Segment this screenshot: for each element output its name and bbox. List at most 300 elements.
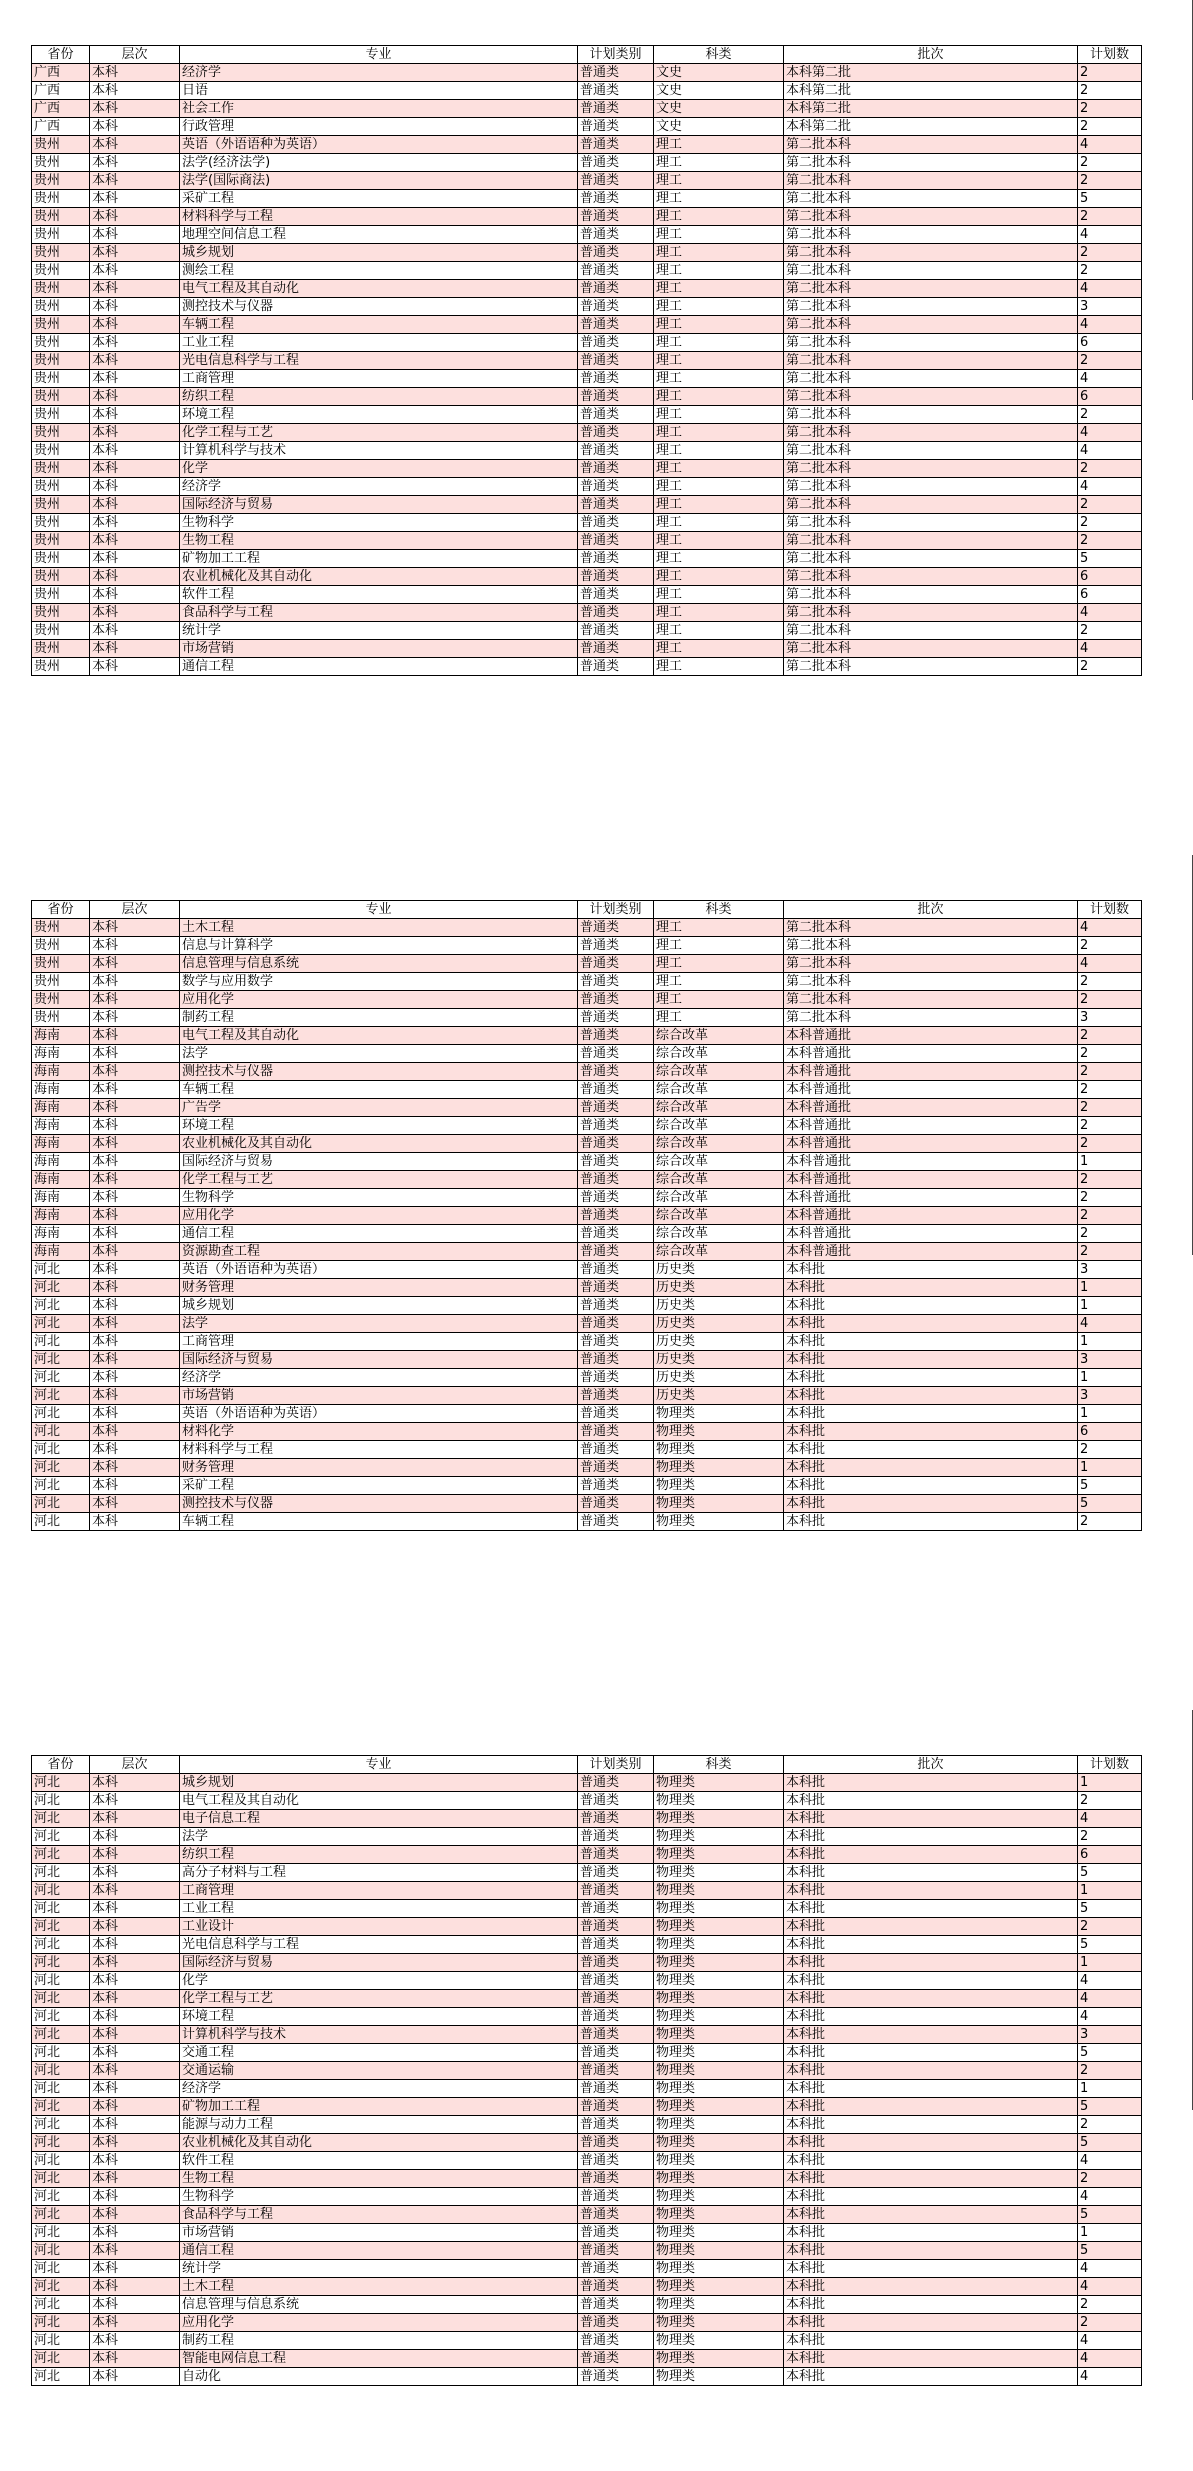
table-row xyxy=(32,442,1142,460)
cell-batch: 本科批 xyxy=(784,2134,1078,2152)
cell-major: 生物科学 xyxy=(180,2188,578,2206)
cell-batch: 本科批 xyxy=(784,1513,1078,1531)
cell-province: 海南 xyxy=(32,1189,90,1207)
cell-major: 国际经济与贸易 xyxy=(180,1153,578,1171)
cell-plan-type: 普通类 xyxy=(578,2152,654,2170)
cell-level: 本科 xyxy=(90,388,180,406)
cell-level: 本科 xyxy=(90,244,180,262)
cell-subject-category: 理工 xyxy=(654,658,784,676)
cell-level: 本科 xyxy=(90,586,180,604)
cell-plan-count: 4 xyxy=(1078,1810,1142,1828)
cell-province: 河北 xyxy=(32,2368,90,2386)
cell-subject-category: 综合改革 xyxy=(654,1117,784,1135)
cell-plan-count: 2 xyxy=(1078,532,1142,550)
cell-batch: 第二批本科 xyxy=(784,532,1078,550)
table-row xyxy=(32,586,1142,604)
cell-plan-count: 1 xyxy=(1078,2224,1142,2242)
table-row xyxy=(32,496,1142,514)
cell-level: 本科 xyxy=(90,2116,180,2134)
cell-level: 本科 xyxy=(90,532,180,550)
cell-level: 本科 xyxy=(90,1441,180,1459)
cell-batch: 本科批 xyxy=(784,1828,1078,1846)
cell-level: 本科 xyxy=(90,442,180,460)
cell-plan-count: 4 xyxy=(1078,2332,1142,2350)
cell-province: 海南 xyxy=(32,1063,90,1081)
table-row xyxy=(32,1009,1142,1027)
cell-province: 河北 xyxy=(32,2098,90,2116)
cell-subject-category: 物理类 xyxy=(654,2170,784,2188)
cell-plan-type: 普通类 xyxy=(578,1099,654,1117)
cell-level: 本科 xyxy=(90,919,180,937)
cell-plan-type: 普通类 xyxy=(578,1207,654,1225)
cell-subject-category: 综合改革 xyxy=(654,1153,784,1171)
cell-plan-type: 普通类 xyxy=(578,2314,654,2332)
cell-plan-type: 普通类 xyxy=(578,2044,654,2062)
cell-province: 河北 xyxy=(32,2332,90,2350)
table-row xyxy=(32,2350,1142,2368)
cell-plan-count: 2 xyxy=(1078,622,1142,640)
cell-plan-type: 普通类 xyxy=(578,1009,654,1027)
cell-subject-category: 理工 xyxy=(654,550,784,568)
cell-plan-type: 普通类 xyxy=(578,973,654,991)
cell-batch: 本科批 xyxy=(784,1810,1078,1828)
cell-subject-category: 理工 xyxy=(654,352,784,370)
cell-plan-count: 5 xyxy=(1078,2242,1142,2260)
cell-subject-category: 文史 xyxy=(654,118,784,136)
cell-province: 贵州 xyxy=(32,478,90,496)
cell-level: 本科 xyxy=(90,118,180,136)
cell-level: 本科 xyxy=(90,208,180,226)
cell-level: 本科 xyxy=(90,1135,180,1153)
cell-province: 贵州 xyxy=(32,937,90,955)
cell-province: 贵州 xyxy=(32,280,90,298)
cell-subject-category: 物理类 xyxy=(654,2080,784,2098)
cell-major: 信息管理与信息系统 xyxy=(180,2296,578,2314)
cell-plan-type: 普通类 xyxy=(578,2098,654,2116)
cell-plan-count: 2 xyxy=(1078,1792,1142,1810)
cell-batch: 本科批 xyxy=(784,1459,1078,1477)
cell-province: 贵州 xyxy=(32,442,90,460)
cell-level: 本科 xyxy=(90,2044,180,2062)
cell-plan-count: 2 xyxy=(1078,1441,1142,1459)
cell-subject-category: 物理类 xyxy=(654,2152,784,2170)
table-row xyxy=(32,1171,1142,1189)
cell-batch: 本科普通批 xyxy=(784,1189,1078,1207)
cell-subject-category: 历史类 xyxy=(654,1333,784,1351)
cell-major: 市场营销 xyxy=(180,1387,578,1405)
cell-province: 贵州 xyxy=(32,154,90,172)
cell-batch: 本科第二批 xyxy=(784,100,1078,118)
cell-subject-category: 物理类 xyxy=(654,1900,784,1918)
cell-batch: 第二批本科 xyxy=(784,298,1078,316)
cell-plan-count: 6 xyxy=(1078,586,1142,604)
table-row xyxy=(32,622,1142,640)
cell-level: 本科 xyxy=(90,1495,180,1513)
cell-major: 工商管理 xyxy=(180,370,578,388)
cell-province: 贵州 xyxy=(32,226,90,244)
cell-subject-category: 理工 xyxy=(654,172,784,190)
table-row xyxy=(32,2260,1142,2278)
cell-plan-count: 2 xyxy=(1078,1828,1142,1846)
cell-level: 本科 xyxy=(90,1351,180,1369)
cell-major: 材料化学 xyxy=(180,1423,578,1441)
cell-level: 本科 xyxy=(90,2062,180,2080)
cell-subject-category: 物理类 xyxy=(654,2188,784,2206)
enrollment-plan-table xyxy=(31,900,1142,1531)
cell-plan-count: 4 xyxy=(1078,1990,1142,2008)
cell-plan-count: 4 xyxy=(1078,424,1142,442)
cell-plan-count: 2 xyxy=(1078,262,1142,280)
cell-level: 本科 xyxy=(90,2026,180,2044)
cell-major: 经济学 xyxy=(180,2080,578,2098)
cell-batch: 第二批本科 xyxy=(784,172,1078,190)
table-row xyxy=(32,316,1142,334)
cell-subject-category: 物理类 xyxy=(654,1810,784,1828)
cell-province: 贵州 xyxy=(32,640,90,658)
cell-batch: 本科批 xyxy=(784,2296,1078,2314)
cell-plan-type: 普通类 xyxy=(578,514,654,532)
cell-plan-count: 1 xyxy=(1078,1405,1142,1423)
cell-level: 本科 xyxy=(90,2314,180,2332)
cell-province: 河北 xyxy=(32,2278,90,2296)
cell-level: 本科 xyxy=(90,1027,180,1045)
table-row xyxy=(32,604,1142,622)
table-row xyxy=(32,2134,1142,2152)
cell-batch: 第二批本科 xyxy=(784,973,1078,991)
cell-province: 河北 xyxy=(32,1261,90,1279)
cell-plan-type: 普通类 xyxy=(578,1387,654,1405)
cell-batch: 本科批 xyxy=(784,1972,1078,1990)
cell-plan-type: 普通类 xyxy=(578,1081,654,1099)
cell-plan-type: 普通类 xyxy=(578,1423,654,1441)
cell-batch: 本科批 xyxy=(784,1495,1078,1513)
cell-major: 通信工程 xyxy=(180,1225,578,1243)
cell-plan-count: 4 xyxy=(1078,136,1142,154)
cell-subject-category: 理工 xyxy=(654,937,784,955)
cell-province: 贵州 xyxy=(32,316,90,334)
cell-province: 贵州 xyxy=(32,334,90,352)
cell-level: 本科 xyxy=(90,1063,180,1081)
cell-batch: 本科批 xyxy=(784,1423,1078,1441)
cell-subject-category: 物理类 xyxy=(654,2350,784,2368)
table-row xyxy=(32,2296,1142,2314)
cell-province: 河北 xyxy=(32,2296,90,2314)
cell-level: 本科 xyxy=(90,334,180,352)
cell-plan-type: 普通类 xyxy=(578,1810,654,1828)
cell-plan-type: 普通类 xyxy=(578,2026,654,2044)
cell-province: 海南 xyxy=(32,1099,90,1117)
cell-major: 国际经济与贸易 xyxy=(180,1954,578,1972)
cell-plan-count: 2 xyxy=(1078,2170,1142,2188)
cell-plan-count: 2 xyxy=(1078,1513,1142,1531)
cell-province: 贵州 xyxy=(32,919,90,937)
table-row xyxy=(32,424,1142,442)
cell-level: 本科 xyxy=(90,1477,180,1495)
cell-level: 本科 xyxy=(90,2170,180,2188)
table-row xyxy=(32,1189,1142,1207)
cell-province: 贵州 xyxy=(32,244,90,262)
cell-plan-type: 普通类 xyxy=(578,2368,654,2386)
cell-level: 本科 xyxy=(90,514,180,532)
cell-level: 本科 xyxy=(90,82,180,100)
cell-level: 本科 xyxy=(90,1972,180,1990)
table-row xyxy=(32,370,1142,388)
cell-province: 河北 xyxy=(32,2188,90,2206)
cell-major: 采矿工程 xyxy=(180,190,578,208)
cell-province: 河北 xyxy=(32,1828,90,1846)
cell-plan-count: 2 xyxy=(1078,244,1142,262)
cell-plan-count: 1 xyxy=(1078,1774,1142,1792)
cell-province: 河北 xyxy=(32,1954,90,1972)
table-row xyxy=(32,640,1142,658)
cell-level: 本科 xyxy=(90,955,180,973)
cell-subject-category: 物理类 xyxy=(654,1864,784,1882)
cell-plan-count: 4 xyxy=(1078,442,1142,460)
cell-major: 通信工程 xyxy=(180,2242,578,2260)
cell-plan-type: 普通类 xyxy=(578,604,654,622)
cell-level: 本科 xyxy=(90,2260,180,2278)
cell-plan-count: 1 xyxy=(1078,1459,1142,1477)
cell-province: 河北 xyxy=(32,1810,90,1828)
cell-major: 智能电网信息工程 xyxy=(180,2350,578,2368)
cell-plan-type: 普通类 xyxy=(578,1972,654,1990)
cell-batch: 第二批本科 xyxy=(784,622,1078,640)
column-header-batch: 批次 xyxy=(784,901,1078,919)
cell-subject-category: 理工 xyxy=(654,496,784,514)
table-row xyxy=(32,2242,1142,2260)
cell-major: 地理空间信息工程 xyxy=(180,226,578,244)
column-header-plan-count: 计划数 xyxy=(1078,1756,1142,1774)
cell-plan-count: 2 xyxy=(1078,1135,1142,1153)
cell-subject-category: 物理类 xyxy=(654,1792,784,1810)
table-row xyxy=(32,1045,1142,1063)
cell-batch: 本科批 xyxy=(784,1477,1078,1495)
cell-plan-type: 普通类 xyxy=(578,478,654,496)
cell-plan-count: 2 xyxy=(1078,991,1142,1009)
cell-level: 本科 xyxy=(90,1774,180,1792)
cell-batch: 本科普通批 xyxy=(784,1081,1078,1099)
cell-plan-type: 普通类 xyxy=(578,388,654,406)
cell-subject-category: 综合改革 xyxy=(654,1063,784,1081)
table-row xyxy=(32,2152,1142,2170)
table-row xyxy=(32,1099,1142,1117)
cell-level: 本科 xyxy=(90,316,180,334)
cell-plan-type: 普通类 xyxy=(578,2224,654,2242)
cell-plan-type: 普通类 xyxy=(578,919,654,937)
table-row xyxy=(32,1261,1142,1279)
cell-level: 本科 xyxy=(90,298,180,316)
cell-plan-type: 普通类 xyxy=(578,1243,654,1261)
cell-plan-type: 普通类 xyxy=(578,370,654,388)
cell-plan-count: 3 xyxy=(1078,1261,1142,1279)
cell-major: 统计学 xyxy=(180,2260,578,2278)
cell-province: 贵州 xyxy=(32,955,90,973)
cell-province: 海南 xyxy=(32,1153,90,1171)
cell-batch: 本科批 xyxy=(784,2206,1078,2224)
cell-province: 河北 xyxy=(32,2260,90,2278)
cell-province: 河北 xyxy=(32,1441,90,1459)
cell-major: 国际经济与贸易 xyxy=(180,496,578,514)
cell-subject-category: 物理类 xyxy=(654,2278,784,2296)
table-row xyxy=(32,1477,1142,1495)
cell-major: 法学 xyxy=(180,1315,578,1333)
cell-plan-count: 4 xyxy=(1078,2152,1142,2170)
cell-province: 贵州 xyxy=(32,514,90,532)
cell-plan-count: 5 xyxy=(1078,2044,1142,2062)
cell-level: 本科 xyxy=(90,1513,180,1531)
cell-major: 法学 xyxy=(180,1045,578,1063)
cell-plan-count: 1 xyxy=(1078,1279,1142,1297)
cell-batch: 本科普通批 xyxy=(784,1027,1078,1045)
cell-batch: 第二批本科 xyxy=(784,937,1078,955)
cell-major: 经济学 xyxy=(180,1369,578,1387)
cell-major: 食品科学与工程 xyxy=(180,604,578,622)
table-row xyxy=(32,991,1142,1009)
cell-plan-type: 普通类 xyxy=(578,208,654,226)
cell-batch: 本科普通批 xyxy=(784,1045,1078,1063)
cell-major: 车辆工程 xyxy=(180,1081,578,1099)
cell-province: 河北 xyxy=(32,2044,90,2062)
cell-subject-category: 物理类 xyxy=(654,1423,784,1441)
cell-level: 本科 xyxy=(90,1279,180,1297)
cell-level: 本科 xyxy=(90,1792,180,1810)
cell-major: 能源与动力工程 xyxy=(180,2116,578,2134)
cell-province: 河北 xyxy=(32,1990,90,2008)
cell-level: 本科 xyxy=(90,2332,180,2350)
column-header-province: 省份 xyxy=(32,1756,90,1774)
cell-plan-count: 2 xyxy=(1078,1207,1142,1225)
cell-plan-count: 2 xyxy=(1078,2116,1142,2134)
page-3 xyxy=(31,1755,1141,2386)
cell-subject-category: 理工 xyxy=(654,208,784,226)
cell-level: 本科 xyxy=(90,280,180,298)
cell-province: 河北 xyxy=(32,1900,90,1918)
cell-subject-category: 物理类 xyxy=(654,2044,784,2062)
cell-major: 广告学 xyxy=(180,1099,578,1117)
cell-subject-category: 物理类 xyxy=(654,2098,784,2116)
cell-province: 河北 xyxy=(32,1792,90,1810)
cell-level: 本科 xyxy=(90,1846,180,1864)
cell-level: 本科 xyxy=(90,991,180,1009)
table-row xyxy=(32,352,1142,370)
cell-plan-type: 普通类 xyxy=(578,2170,654,2188)
cell-level: 本科 xyxy=(90,1405,180,1423)
cell-plan-type: 普通类 xyxy=(578,1918,654,1936)
cell-plan-count: 2 xyxy=(1078,1099,1142,1117)
table-row xyxy=(32,532,1142,550)
table-row xyxy=(32,1207,1142,1225)
cell-plan-type: 普通类 xyxy=(578,1153,654,1171)
cell-major: 电子信息工程 xyxy=(180,1810,578,1828)
cell-plan-count: 2 xyxy=(1078,937,1142,955)
cell-plan-count: 6 xyxy=(1078,388,1142,406)
cell-plan-count: 2 xyxy=(1078,1027,1142,1045)
column-header-plan-type: 计划类别 xyxy=(578,901,654,919)
cell-plan-type: 普通类 xyxy=(578,1477,654,1495)
table-row xyxy=(32,1513,1142,1531)
table-row xyxy=(32,460,1142,478)
cell-subject-category: 理工 xyxy=(654,316,784,334)
cell-province: 河北 xyxy=(32,1918,90,1936)
cell-batch: 第二批本科 xyxy=(784,658,1078,676)
cell-major: 生物工程 xyxy=(180,532,578,550)
cell-plan-count: 2 xyxy=(1078,460,1142,478)
cell-level: 本科 xyxy=(90,1459,180,1477)
cell-subject-category: 理工 xyxy=(654,532,784,550)
table-row xyxy=(32,1774,1142,1792)
cell-major: 工商管理 xyxy=(180,1333,578,1351)
cell-province: 海南 xyxy=(32,1081,90,1099)
cell-subject-category: 理工 xyxy=(654,370,784,388)
cell-batch: 本科普通批 xyxy=(784,1153,1078,1171)
cell-plan-count: 2 xyxy=(1078,1081,1142,1099)
cell-level: 本科 xyxy=(90,2080,180,2098)
cell-plan-count: 5 xyxy=(1078,2206,1142,2224)
cell-plan-type: 普通类 xyxy=(578,658,654,676)
cell-subject-category: 物理类 xyxy=(654,2062,784,2080)
cell-subject-category: 综合改革 xyxy=(654,1243,784,1261)
cell-batch: 本科批 xyxy=(784,2278,1078,2296)
cell-major: 法学(经济法学) xyxy=(180,154,578,172)
table-row xyxy=(32,190,1142,208)
cell-subject-category: 物理类 xyxy=(654,1459,784,1477)
cell-major: 日语 xyxy=(180,82,578,100)
cell-batch: 本科批 xyxy=(784,1351,1078,1369)
cell-plan-type: 普通类 xyxy=(578,1279,654,1297)
cell-plan-type: 普通类 xyxy=(578,244,654,262)
cell-subject-category: 历史类 xyxy=(654,1387,784,1405)
cell-subject-category: 物理类 xyxy=(654,2134,784,2152)
cell-level: 本科 xyxy=(90,1900,180,1918)
cell-level: 本科 xyxy=(90,136,180,154)
cell-major: 农业机械化及其自动化 xyxy=(180,568,578,586)
cell-plan-type: 普通类 xyxy=(578,280,654,298)
cell-level: 本科 xyxy=(90,2296,180,2314)
cell-plan-type: 普通类 xyxy=(578,586,654,604)
cell-batch: 本科普通批 xyxy=(784,1243,1078,1261)
table-row xyxy=(32,1135,1142,1153)
cell-subject-category: 物理类 xyxy=(654,2206,784,2224)
cell-plan-type: 普通类 xyxy=(578,1333,654,1351)
cell-subject-category: 理工 xyxy=(654,262,784,280)
cell-subject-category: 理工 xyxy=(654,991,784,1009)
cell-batch: 第二批本科 xyxy=(784,154,1078,172)
cell-plan-count: 5 xyxy=(1078,2134,1142,2152)
cell-plan-type: 普通类 xyxy=(578,118,654,136)
cell-plan-type: 普通类 xyxy=(578,1351,654,1369)
cell-batch: 本科批 xyxy=(784,1936,1078,1954)
cell-subject-category: 物理类 xyxy=(654,2224,784,2242)
cell-batch: 第二批本科 xyxy=(784,586,1078,604)
table-row xyxy=(32,2008,1142,2026)
header-row xyxy=(32,46,1142,64)
cell-plan-type: 普通类 xyxy=(578,262,654,280)
cell-plan-count: 4 xyxy=(1078,2008,1142,2026)
table-row xyxy=(32,919,1142,937)
cell-province: 河北 xyxy=(32,1423,90,1441)
cell-plan-type: 普通类 xyxy=(578,1990,654,2008)
table-row xyxy=(32,1954,1142,1972)
cell-level: 本科 xyxy=(90,100,180,118)
cell-plan-count: 2 xyxy=(1078,2062,1142,2080)
cell-province: 贵州 xyxy=(32,298,90,316)
cell-batch: 本科批 xyxy=(784,1792,1078,1810)
cell-plan-type: 普通类 xyxy=(578,190,654,208)
cell-subject-category: 物理类 xyxy=(654,2008,784,2026)
cell-major: 化学工程与工艺 xyxy=(180,1990,578,2008)
cell-province: 海南 xyxy=(32,1117,90,1135)
cell-subject-category: 理工 xyxy=(654,280,784,298)
